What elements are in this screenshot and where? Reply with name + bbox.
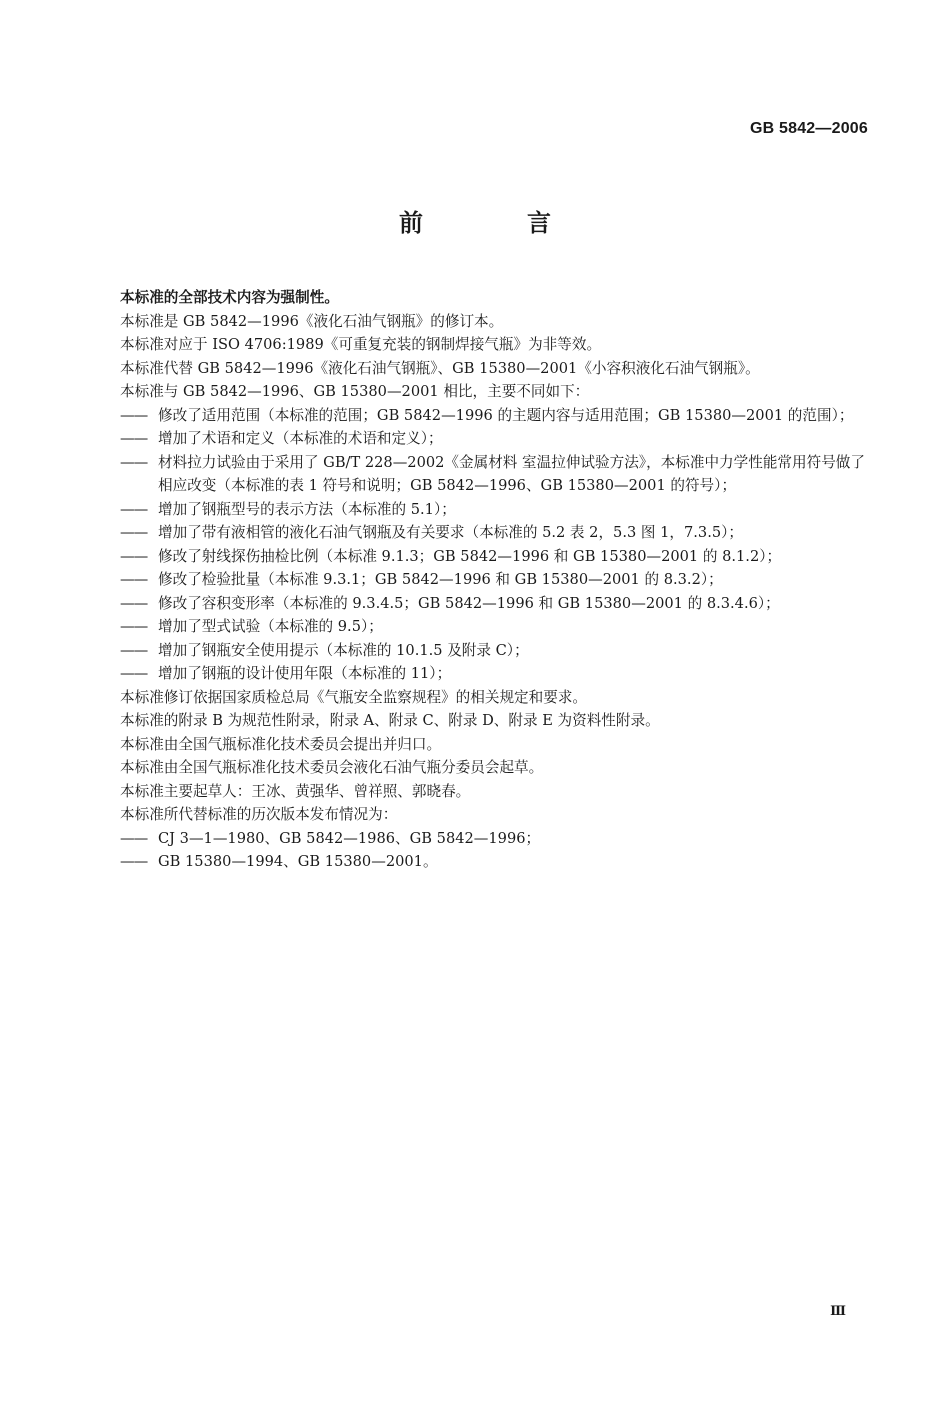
change-item: —— 修改了适用范围（本标准的范围；GB 5842—1996 的主题内容与适用范围；GB 15380—2001 的范围）； (120, 404, 865, 428)
change-item: —— 增加了型式试验（本标准的 9.5）； (120, 615, 865, 639)
paragraph-revision: 本标准是 GB 5842—1996《液化石油气钢瓶》的修订本。 (120, 312, 504, 330)
dash-mark: —— (120, 571, 148, 588)
change-item: —— 增加了钢瓶的设计使用年限（本标准的 11）； (120, 662, 865, 686)
page-number: Ⅲ (830, 1304, 846, 1319)
change-item: —— 增加了钢瓶安全使用提示（本标准的 10.1.5 及附录 C）； (120, 639, 865, 663)
change-item: —— 修改了检验批量（本标准 9.3.1；GB 5842—1996 和 GB 15380—2001 的 8.3.2）； (120, 568, 865, 592)
paragraph-proposed-by: 本标准由全国气瓶标准化技术委员会提出并归口。 (120, 735, 442, 753)
paragraph-iso: 本标准对应于 ISO 4706:1989《可重复充装的钢制焊接气瓶》为非等效。 (120, 336, 602, 353)
paragraph-basis: 本标准修订依据国家质检总局《气瓶安全监察规程》的相关规定和要求。 (120, 688, 588, 706)
change-item: —— 材料拉力试验由于采用了 GB/T 228—2002《金属材料 室温拉伸试验方法》，本标准中力学性能常用符号做了相应改变（本标准的表 1 符号和说明；GB 5842—1996、GB 15380—2001 的符号）； (120, 451, 865, 498)
dash-mark: —— (120, 594, 148, 612)
history-item: —— GB 15380—1994、GB 15380—2001。 (120, 850, 865, 874)
dash-mark: —— (120, 665, 148, 682)
change-item: —— 修改了容积变形率（本标准的 9.3.4.5；GB 5842—1996 和 GB 15380—2001 的 8.3.4.6）； (120, 592, 865, 616)
dash-mark: —— (120, 641, 148, 659)
paragraph-drafted-by: 本标准由全国气瓶标准化技术委员会液化石油气瓶分委员会起草。 (120, 759, 544, 776)
paragraph-differences: 本标准与 GB 5842—1996、GB 15380—2001 相比，主要不同如下： (120, 383, 590, 400)
change-item: —— 修改了射线探伤抽检比例（本标准 9.1.3；GB 5842—1996 和 GB 15380—2001 的 8.1.2）； (120, 545, 865, 569)
page-title: 前 言 (399, 209, 591, 237)
change-item: —— 增加了钢瓶型号的表示方法（本标准的 5.1）； (120, 498, 865, 522)
dash-mark: —— (120, 406, 148, 424)
paragraph-mandatory: 本标准的全部技术内容为强制性。 (120, 289, 339, 306)
paragraph-annexes: 本标准的附录 B 为规范性附录，附录 A、附录 C、附录 D、附录 E 为资料性附录。 (120, 712, 660, 729)
change-item: —— 增加了带有液相管的液化石油气钢瓶及有关要求（本标准的 5.2 表 2，5.3 图 1，7.3.5）； (120, 521, 865, 545)
standard-code: GB 5842—2006 (749, 120, 868, 137)
dash-mark: —— (120, 618, 148, 635)
paragraph-replaces: 本标准代替 GB 5842—1996《液化石油气钢瓶》、GB 15380—2001《小容积液化石油气钢瓶》。 (120, 359, 760, 377)
dash-mark: —— (120, 430, 148, 447)
dash-mark: —— (120, 524, 148, 541)
paragraph-history-intro: 本标准所代替标准的历次版本发布情况为： (120, 806, 398, 823)
dash-mark: —— (120, 547, 148, 565)
dash-mark: —— (120, 453, 148, 471)
foreword-body (120, 286, 865, 874)
dash-mark: —— (120, 500, 148, 518)
history-item: —— CJ 3—1—1980、GB 5842—1986、GB 5842—1996； (120, 827, 865, 851)
dash-mark: —— (120, 829, 148, 847)
change-item: —— 增加了术语和定义（本标准的术语和定义）； (120, 427, 865, 451)
dash-mark: —— (120, 853, 148, 870)
paragraph-drafters: 本标准主要起草人：王冰、黄强华、曾祥照、郭晓春。 (120, 782, 471, 800)
